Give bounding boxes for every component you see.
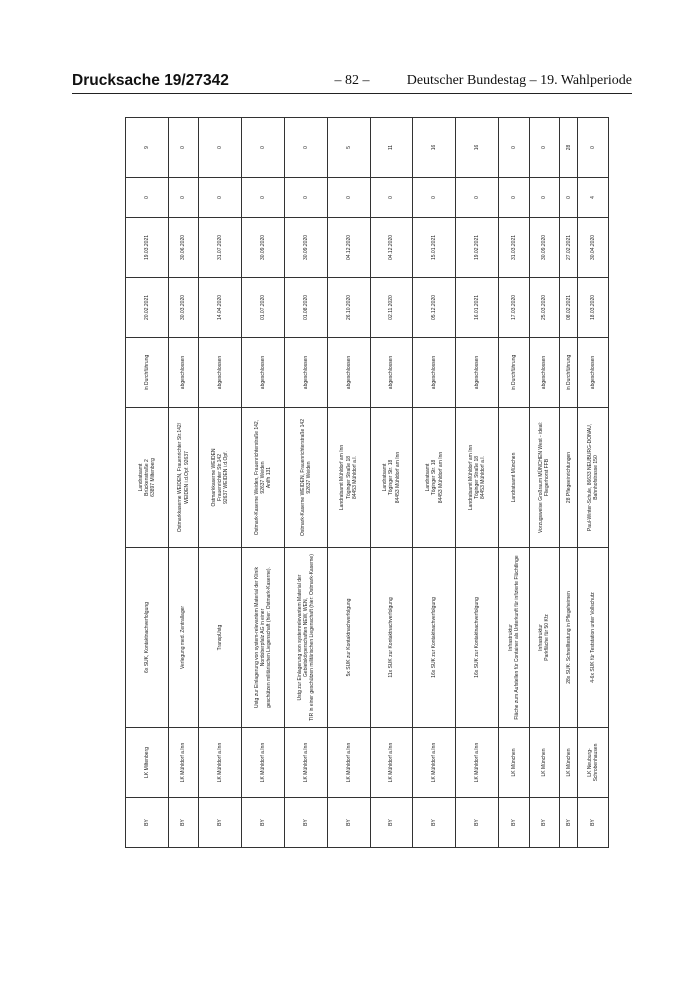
table-row bbox=[126, 118, 169, 848]
cell-status: abgeschlossen bbox=[413, 338, 456, 408]
cell-count-1: 0 bbox=[499, 178, 530, 218]
cell-ort bbox=[499, 408, 530, 548]
cell-beginn: 18.03.2020 bbox=[578, 278, 609, 338]
cell-count-1: 0 bbox=[456, 178, 499, 218]
cell-massnahme-line: 11x SUK zur Kontaktnachverfolgung bbox=[388, 597, 395, 678]
cell-beginn: 02.11.2020 bbox=[370, 278, 413, 338]
cell-beginn: 01.08.2020 bbox=[285, 278, 328, 338]
cell-land: BY bbox=[529, 798, 560, 848]
cell-massnahme bbox=[199, 548, 242, 728]
table-row bbox=[168, 118, 199, 848]
cell-land: BY bbox=[560, 798, 578, 848]
cell-massnahme-line: Ustg zur Einlagerung von systemrelevantem Material der Gebietskörperschaften NEW, WEN, bbox=[296, 574, 309, 701]
cell-status: abgeschlossen bbox=[242, 338, 285, 408]
cell-massnahme bbox=[578, 548, 609, 728]
cell-beginn: 05.12.2020 bbox=[413, 278, 456, 338]
cell-ort bbox=[578, 408, 609, 548]
cell-ort-line: 92637 WEIDEN i.d.Opf. bbox=[223, 451, 230, 504]
cell-beginn: 01.07.2020 bbox=[242, 278, 285, 338]
cell-ende: 04.12.2020 bbox=[370, 218, 413, 278]
cell-massnahme bbox=[456, 548, 499, 728]
cell-massnahme-line: Parkfläche für 50 Kfz bbox=[544, 614, 551, 661]
cell-massnahme-line: 16x SUK zur Kontaktnachverfolgung bbox=[474, 597, 481, 678]
cell-ort bbox=[456, 408, 499, 548]
table-row bbox=[242, 118, 285, 848]
cell-ende: 19.03.2021 bbox=[126, 218, 169, 278]
cell-ort-line: Landratsamt Mühldorf am Inn bbox=[467, 444, 474, 511]
cell-massnahme bbox=[285, 548, 328, 728]
cell-ort bbox=[560, 408, 578, 548]
page-header bbox=[72, 72, 632, 94]
cell-kreis: LK Mühldorf a.Inn bbox=[168, 728, 199, 798]
cell-ort-line: 84453 Mühldorf a.I. bbox=[480, 455, 487, 500]
cell-beginn: 26.10.2020 bbox=[327, 278, 370, 338]
table-row bbox=[199, 118, 242, 848]
cell-ort-line: Töginger Straße 18 bbox=[474, 455, 481, 500]
cell-status: abgeschlossen bbox=[327, 338, 370, 408]
cell-count-1: 4 bbox=[578, 178, 609, 218]
cell-ort bbox=[126, 408, 169, 548]
cell-ende: 30.09.2020 bbox=[242, 218, 285, 278]
cell-beginn: 30.03.2020 bbox=[168, 278, 199, 338]
table-row bbox=[499, 118, 530, 848]
cell-status: in Durchführung bbox=[126, 338, 169, 408]
cell-ort bbox=[327, 408, 370, 548]
cell-massnahme-line: Infrastruktur bbox=[538, 624, 545, 651]
cell-status: abgeschlossen bbox=[285, 338, 328, 408]
cell-count-2: 0 bbox=[578, 118, 609, 178]
cell-ort-line: 84453 Mühldorf a.I. bbox=[351, 455, 358, 500]
cell-count-2: 9 bbox=[126, 118, 169, 178]
cell-land: BY bbox=[499, 798, 530, 848]
cell-massnahme-line: Fläche zum Aufstellen für Container als Unterkunft für infizierte Flüchtlinge bbox=[513, 555, 520, 720]
cell-ort-line: Frauenrichter Str.142 bbox=[217, 454, 224, 501]
cell-count-2: 0 bbox=[529, 118, 560, 178]
cell-kreis: LK Miltenberg bbox=[126, 728, 169, 798]
table-row bbox=[327, 118, 370, 848]
table-row bbox=[285, 118, 328, 848]
cell-massnahme-line: TIR in einer geschützen militärischen Liegenschaft (hier: Ostmark-Kaserne) bbox=[309, 554, 316, 721]
cell-ort-line: Ostmark-Kaserne Weiden, Frauenrichterstraße 142, bbox=[253, 419, 260, 536]
cell-land: BY bbox=[413, 798, 456, 848]
cell-massnahme bbox=[168, 548, 199, 728]
table-row bbox=[529, 118, 560, 848]
cell-land: BY bbox=[456, 798, 499, 848]
cell-ort bbox=[413, 408, 456, 548]
cell-kreis: LK Mühldorf a.Inn bbox=[327, 728, 370, 798]
table-row bbox=[370, 118, 413, 848]
cell-ort bbox=[285, 408, 328, 548]
cell-massnahme-line: 28x SUK: Schnelltestung in Pflegeheimen bbox=[565, 591, 572, 684]
cell-ort-line: Töginger Str. 18 bbox=[388, 459, 395, 496]
cell-ende: 15.01.2021 bbox=[413, 218, 456, 278]
cell-ende: 30.09.2020 bbox=[529, 218, 560, 278]
cell-status: abgeschlossen bbox=[199, 338, 242, 408]
cell-kreis: LK Mühldorf a.Inn bbox=[413, 728, 456, 798]
cell-ort bbox=[529, 408, 560, 548]
table-row bbox=[560, 118, 578, 848]
cell-ort-line: 92637 Weiden bbox=[259, 461, 266, 494]
cell-massnahme-line: geschützen militärischen Liegenschaft (hier: Ostmark-Kaserne). bbox=[266, 567, 273, 708]
cell-kreis: LK Neuburg-Schrobenhausen bbox=[578, 728, 609, 798]
cell-ort-line: Ostmark-Kaserne WEIDEN, Frauenrichterstraße 142 bbox=[299, 419, 306, 536]
cell-ort-line: 84453 Mühldorf am Inn bbox=[437, 451, 444, 504]
cell-count-1: 0 bbox=[529, 178, 560, 218]
cell-count-1: 0 bbox=[126, 178, 169, 218]
cell-land: BY bbox=[242, 798, 285, 848]
cell-ende: 30.06.2020 bbox=[168, 218, 199, 278]
drucksache-label: Drucksache 19/ bbox=[72, 72, 186, 89]
cell-ort bbox=[168, 408, 199, 548]
cell-massnahme-line: 5x SUK zur Kontaktnachverfolgung bbox=[345, 598, 352, 677]
cell-count-2: 0 bbox=[168, 118, 199, 178]
cell-ende: 30.04.2020 bbox=[578, 218, 609, 278]
cell-kreis: LK Mühldorf a.Inn bbox=[242, 728, 285, 798]
cell-beginn: 16.01.2021 bbox=[456, 278, 499, 338]
cell-ende: 27.02.2021 bbox=[560, 218, 578, 278]
publisher: Deutscher Bundestag – 19. Wahlperiode bbox=[406, 73, 632, 88]
cell-status: in Durchführung bbox=[499, 338, 530, 408]
cell-ende: 19.02.2021 bbox=[456, 218, 499, 278]
cell-ort-line: WEIDEN i.d.Opf. 92637 bbox=[183, 451, 190, 504]
cell-ende: 31.03.2021 bbox=[499, 218, 530, 278]
cell-count-1: 0 bbox=[199, 178, 242, 218]
cell-ort-line: Anlfh 131 bbox=[266, 466, 273, 489]
measures-table bbox=[125, 117, 609, 848]
cell-massnahme bbox=[529, 548, 560, 728]
cell-count-2: 28 bbox=[560, 118, 578, 178]
cell-count-1: 0 bbox=[285, 178, 328, 218]
cell-ort bbox=[199, 408, 242, 548]
cell-status: abgeschlossen bbox=[370, 338, 413, 408]
cell-kreis: LK München bbox=[529, 728, 560, 798]
cell-massnahme bbox=[126, 548, 169, 728]
cell-massnahme-line: 6x SUK, Kontaktnachverfolgung bbox=[143, 602, 150, 673]
cell-count-2: 16 bbox=[413, 118, 456, 178]
cell-ort-line: Ostmarkkaserne WEIDEN bbox=[210, 448, 217, 507]
cell-kreis: LK München bbox=[499, 728, 530, 798]
cell-ort-line: Landratsamt bbox=[382, 463, 389, 492]
cell-count-1: 0 bbox=[413, 178, 456, 218]
cell-kreis: LK Mühldorf a.Inn bbox=[456, 728, 499, 798]
cell-kreis: LK Mühldorf a.Inn bbox=[199, 728, 242, 798]
cell-ort-line: Vorzugsweise Großraum MÜNCHEN West - ideal: bbox=[538, 421, 545, 534]
cell-beginn: 20.02.2021 bbox=[126, 278, 169, 338]
cell-massnahme bbox=[499, 548, 530, 728]
cell-count-1: 0 bbox=[242, 178, 285, 218]
cell-ort-line: Bahnhofstrasse 150 bbox=[593, 455, 600, 500]
cell-ort-line: Fliegerhorst FFB bbox=[544, 458, 551, 497]
cell-beginn: 14.04.2020 bbox=[199, 278, 242, 338]
cell-ort-line: 84453 Mühldorf am Inn bbox=[394, 451, 401, 504]
cell-ort-line: Ostmarkkaserne WEIDEN, Frauenrichter Str.142/ bbox=[177, 422, 184, 533]
cell-count-2: 0 bbox=[499, 118, 530, 178]
cell-count-2: 0 bbox=[285, 118, 328, 178]
cell-status: abgeschlossen bbox=[456, 338, 499, 408]
cell-massnahme bbox=[327, 548, 370, 728]
cell-kreis: LK München bbox=[560, 728, 578, 798]
cell-ort bbox=[370, 408, 413, 548]
cell-ende: 31.07.2020 bbox=[199, 218, 242, 278]
cell-status: in Durchführung bbox=[560, 338, 578, 408]
cell-massnahme-line: Verlegung med. Zentrallager bbox=[180, 605, 187, 670]
cell-massnahme bbox=[370, 548, 413, 728]
cell-massnahme-line: TranspUstg bbox=[217, 624, 224, 651]
cell-ort-line: 63897 Miltenberg bbox=[150, 458, 157, 497]
cell-status: abgeschlossen bbox=[168, 338, 199, 408]
cell-count-2: 0 bbox=[199, 118, 242, 178]
cell-massnahme-line: 4-6x SUK für Teststation unter Vollschutz bbox=[590, 592, 597, 683]
cell-land: BY bbox=[285, 798, 328, 848]
cell-count-1: 0 bbox=[370, 178, 413, 218]
cell-ort-line: 28 Pflegeeinrichtungen bbox=[565, 451, 572, 504]
cell-status: abgeschlossen bbox=[578, 338, 609, 408]
drucksache-number: 27342 bbox=[185, 72, 229, 89]
cell-ende: 30.09.2020 bbox=[285, 218, 328, 278]
cell-count-2: 16 bbox=[456, 118, 499, 178]
cell-ort-line: Töginger Straße 18 bbox=[345, 455, 352, 500]
cell-ort-line: Landratsamt bbox=[137, 463, 144, 492]
cell-ort-line: Landratsamt München bbox=[510, 452, 517, 503]
cell-ort-line: Paul-Winter-Schule, 86633 NEUBURG-DONAU, bbox=[586, 423, 593, 532]
cell-massnahme-line: Ustg zur Einlagerung von system-relevantem Material der Klinik Nordoberpfalz AG in einer bbox=[253, 567, 266, 708]
rotated-table-container bbox=[125, 118, 609, 848]
cell-count-1: 0 bbox=[168, 178, 199, 218]
cell-kreis: LK Mühldorf a.Inn bbox=[285, 728, 328, 798]
page-number: – 82 – bbox=[334, 73, 370, 88]
cell-ort-line: 92637 Weiden bbox=[305, 461, 312, 494]
cell-beginn: 25.03.2020 bbox=[529, 278, 560, 338]
cell-land: BY bbox=[199, 798, 242, 848]
cell-count-2: 11 bbox=[370, 118, 413, 178]
table-row bbox=[413, 118, 456, 848]
cell-kreis: LK Mühldorf a.Inn bbox=[370, 728, 413, 798]
cell-count-1: 0 bbox=[327, 178, 370, 218]
cell-status: abgeschlossen bbox=[529, 338, 560, 408]
table-body bbox=[126, 118, 609, 848]
cell-beginn: 08.02.2021 bbox=[560, 278, 578, 338]
cell-land: BY bbox=[327, 798, 370, 848]
cell-ort-line: Töginger Str. 18 bbox=[431, 459, 438, 496]
cell-count-1: 0 bbox=[560, 178, 578, 218]
cell-massnahme-line: 16x SUK zur Kontaktnachverfolgung bbox=[431, 597, 438, 678]
cell-ort-line: Landratsamt Mühldorf am Inn bbox=[339, 444, 346, 511]
cell-massnahme bbox=[242, 548, 285, 728]
cell-massnahme-line: Infrastruktur bbox=[507, 624, 514, 651]
cell-ort-line: Landratsamt bbox=[425, 463, 432, 492]
cell-land: BY bbox=[370, 798, 413, 848]
table-row bbox=[456, 118, 499, 848]
cell-ende: 04.12.2020 bbox=[327, 218, 370, 278]
cell-land: BY bbox=[578, 798, 609, 848]
cell-massnahme bbox=[413, 548, 456, 728]
cell-ort-line: Brückenstraße 2 bbox=[143, 459, 150, 496]
table-row bbox=[578, 118, 609, 848]
cell-count-2: 0 bbox=[242, 118, 285, 178]
header-rule bbox=[72, 93, 632, 94]
cell-ort bbox=[242, 408, 285, 548]
cell-count-2: 5 bbox=[327, 118, 370, 178]
cell-land: BY bbox=[168, 798, 199, 848]
cell-beginn: 17.03.2020 bbox=[499, 278, 530, 338]
cell-land: BY bbox=[126, 798, 169, 848]
cell-massnahme bbox=[560, 548, 578, 728]
